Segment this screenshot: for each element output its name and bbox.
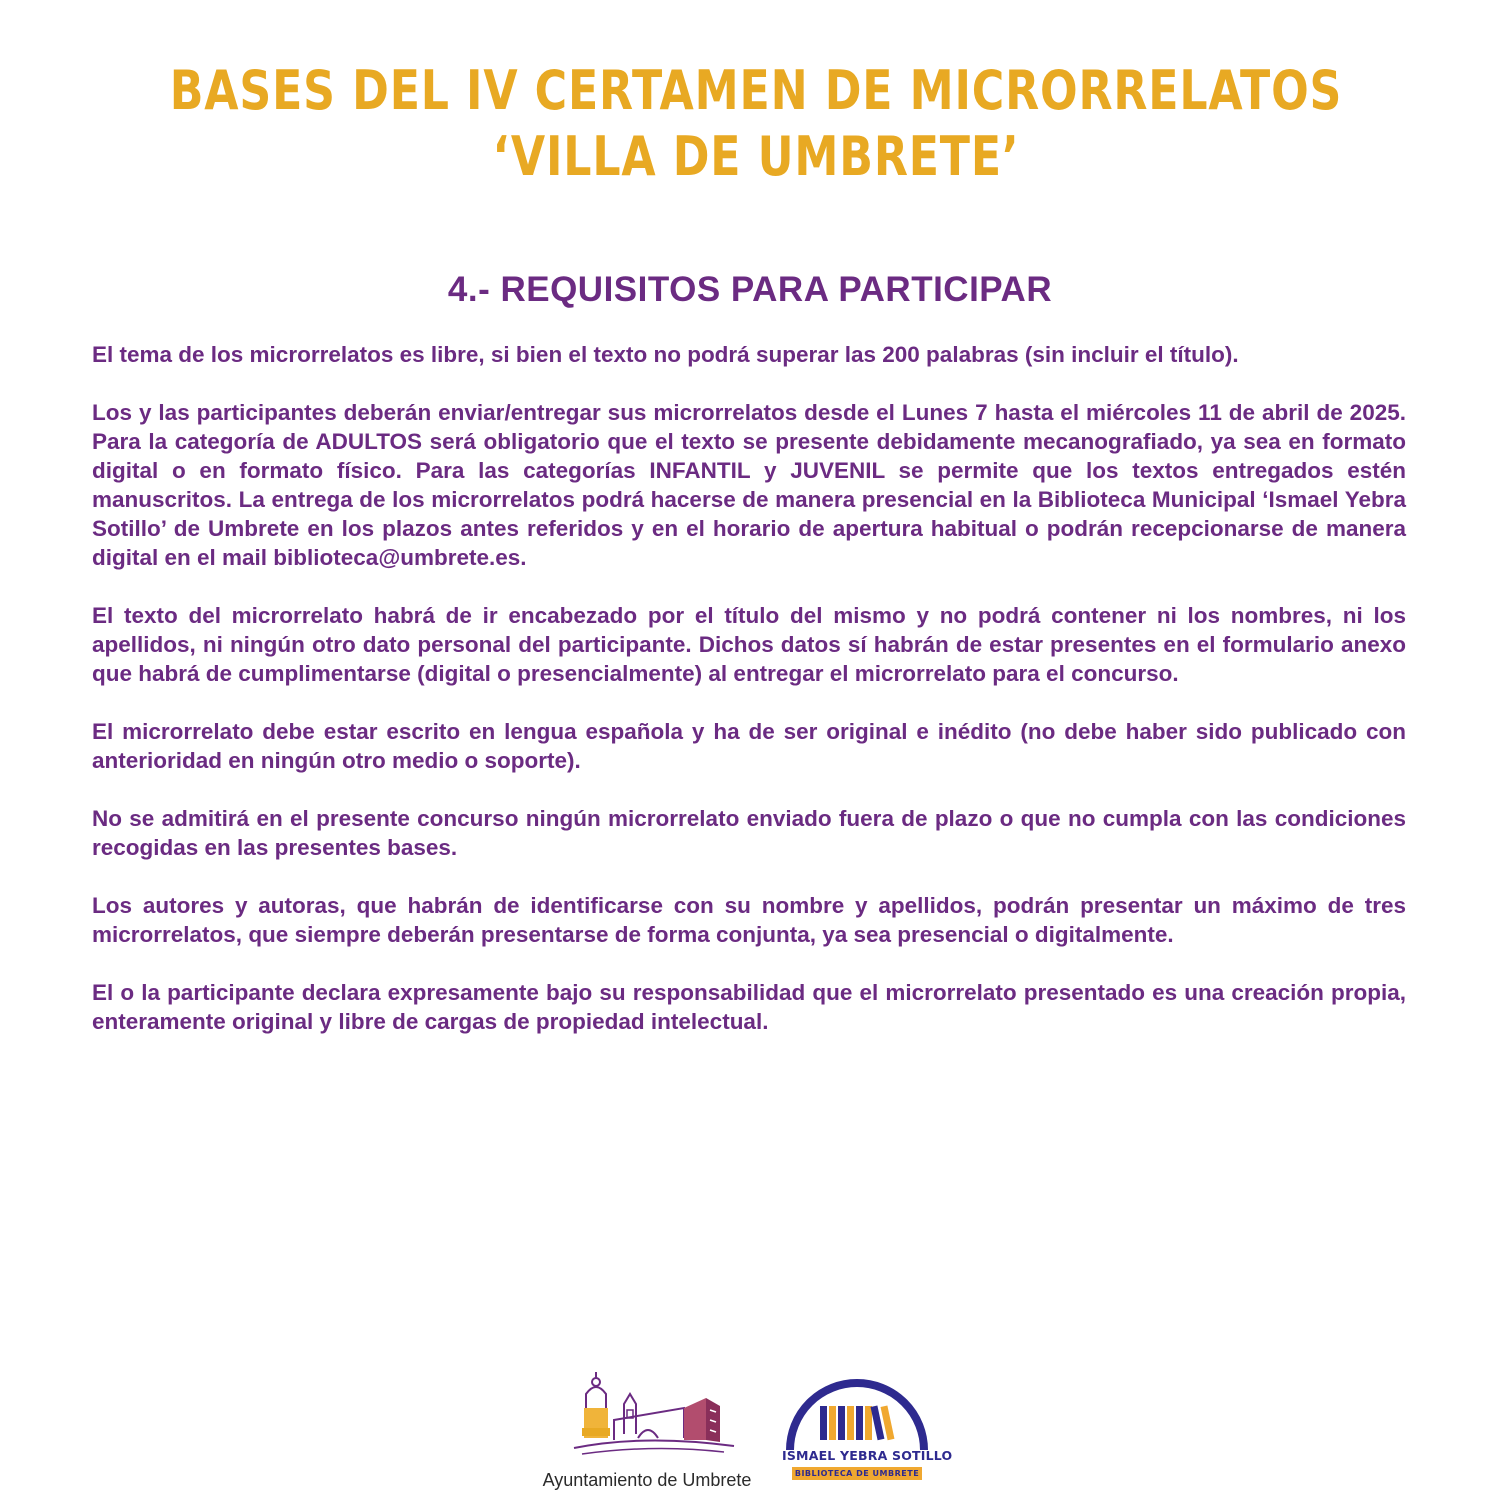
paragraph-theme: El tema de los microrrelatos es libre, si bien el texto no podrá superar las 200 palabras (sin incluir el título). <box>92 342 1239 367</box>
paragraph-language: El microrrelato debe estar escrito en lengua española y ha de ser original e inédito (no debe haber sido publicado con anterioridad en ningún otro medio o soporte). <box>92 719 1406 773</box>
biblioteca-name: ISMAEL YEBRA SOTILLO <box>782 1448 953 1463</box>
page-title <box>136 58 1376 190</box>
ayuntamiento-label: Ayuntamiento de Umbrete <box>542 1470 752 1490</box>
ayuntamiento-logo <box>534 1368 760 1496</box>
biblioteca-logo <box>782 1376 953 1494</box>
footer-logos <box>0 1368 1512 1508</box>
paragraph-anonymity: El texto del microrrelato habrá de ir encabezado por el título del mismo y no podrá contener ni los nombres, ni los apellidos, ni ningún otro dato personal del participante. Dichos datos sí habrán de estar presentes en el formulario anexo que habrá de cumplimentarse (digital o presencialmente) al entregar el microrrelato para el concurso. <box>92 603 1406 686</box>
paragraph-deadline: No se admitirá en el presente concurso ningún microrrelato enviado fuera de plazo o que no cumpla con las condiciones recogidas en las presentes bases. <box>92 806 1406 860</box>
paragraph-max-entries: Los autores y autoras, que habrán de identificarse con su nombre y apellidos, podrán presentar un máximo de tres microrrelatos, que siempre deberán presentarse de forma conjunta, ya sea presencial o digitalmente. <box>92 893 1406 947</box>
paragraph-submission: Los y las participantes deberán enviar/entregar sus microrrelatos desde el Lunes 7 hasta el miércoles 11 de abril de 2025. Para la categoría de ADULTOS será obligatorio que el texto se presente debidamente mecanografiado, ya sea en formato digital o en formato físico. Para las categorías INFANTIL y JUVENIL se permite que los textos entregados estén manuscritos. La entrega de los microrrelatos podrá hacerse de manera presencial en la Biblioteca Municipal ‘Ismael Yebra Sotillo’ de Umbrete en los plazos antes referidos y en el horario de apertura habitual o podrán recepcionarse de manera digital en el mail biblioteca@umbrete.es. <box>92 400 1406 570</box>
town-skyline-icon <box>534 1368 760 1468</box>
page-title-line-2: ‘VILLA DE UMBRETE’ <box>492 125 1020 188</box>
biblioteca-subtitle: BIBLIOTECA DE UMBRETE <box>792 1467 922 1480</box>
section-heading: 4.- REQUISITOS PARA PARTICIPAR <box>447 270 1053 309</box>
paragraph-declaration: El o la participante declara expresamente bajo su responsabilidad que el microrrelato presentado es una creación propia, enteramente original y libre de cargas de propiedad intelectual. <box>92 980 1406 1034</box>
requirements-text <box>92 340 1406 1065</box>
page-title-line-1: BASES DEL IV CERTAMEN DE MICRORRELATOS <box>169 59 1343 122</box>
library-arch-icon <box>782 1376 932 1452</box>
